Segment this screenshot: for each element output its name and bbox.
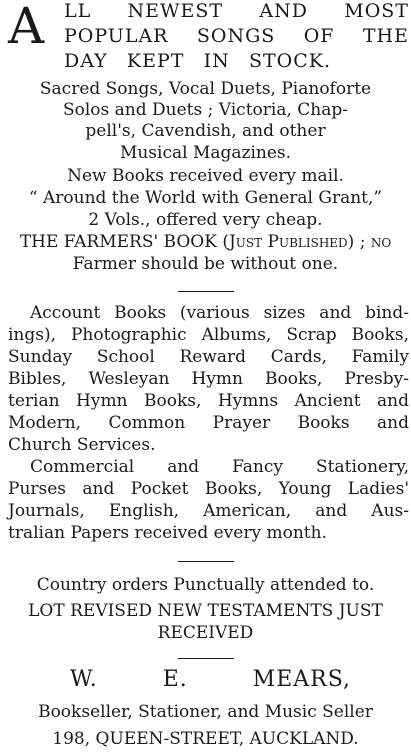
- text-line: Modern, Common Prayer Books and: [8, 413, 409, 433]
- text-line: New Books received every mail.: [67, 166, 344, 186]
- text-line: Musical Magazines.: [119, 143, 292, 163]
- proprietor-address: 198, QUEEN-STREET, AUCKLAND.: [52, 729, 359, 749]
- headline-line-3: DAY KEPT IN STOCK.: [64, 50, 331, 72]
- headline-line-1: LL NEWEST AND MOST: [64, 0, 409, 22]
- text-line: LOT REVISED NEW TESTAMENTS JUST: [28, 601, 383, 621]
- text-line: Sunday School Reward Cards, Family: [8, 347, 409, 367]
- text-line: Church Services.: [8, 435, 156, 455]
- section-rule: [178, 658, 234, 659]
- text-line: Journals, English, American, and Aus-: [8, 501, 409, 521]
- text-line: ings), Photographic Albums, Scrap Books,: [8, 325, 409, 345]
- text-line: Sacred Songs, Vocal Duets, Pianoforte: [39, 79, 372, 99]
- text-line: “ Around the World with General Grant,”: [28, 188, 383, 208]
- text-line: terian Hymn Books, Hymns Ancient and: [8, 391, 409, 411]
- drop-cap: A: [8, 0, 45, 55]
- text-line: Purses and Pocket Books, Young Ladies': [8, 479, 409, 499]
- text-line: Account Books (various sizes and bind-: [30, 303, 409, 323]
- text-line: Solos and Duets ; Victoria, Chap-: [62, 100, 348, 120]
- section-rule: [178, 561, 234, 562]
- text-line: pell's, Cavendish, and other: [85, 121, 326, 141]
- text-line: Country orders Punctually attended to.: [36, 575, 375, 595]
- proprietor-trade: Bookseller, Stationer, and Music Seller: [38, 702, 373, 722]
- text-line: tralian Papers received every month.: [8, 523, 327, 543]
- text-line: 2 Vols., offered very cheap.: [88, 210, 323, 230]
- text-line: RECEIVED: [157, 623, 254, 643]
- proprietor-name: W. E. MEARS,: [70, 667, 351, 692]
- text-line: Commercial and Fancy Stationery,: [30, 457, 409, 477]
- text-line: Farmer should be without one.: [72, 254, 339, 274]
- text-line: THE FARMERS' BOOK (Just Published) ; no: [19, 232, 392, 252]
- headline-line-2: POPULAR SONGS OF THE: [64, 25, 409, 47]
- text-line: Bibles, Wesleyan Hymn Books, Presby-: [8, 369, 409, 389]
- section-rule: [178, 291, 234, 292]
